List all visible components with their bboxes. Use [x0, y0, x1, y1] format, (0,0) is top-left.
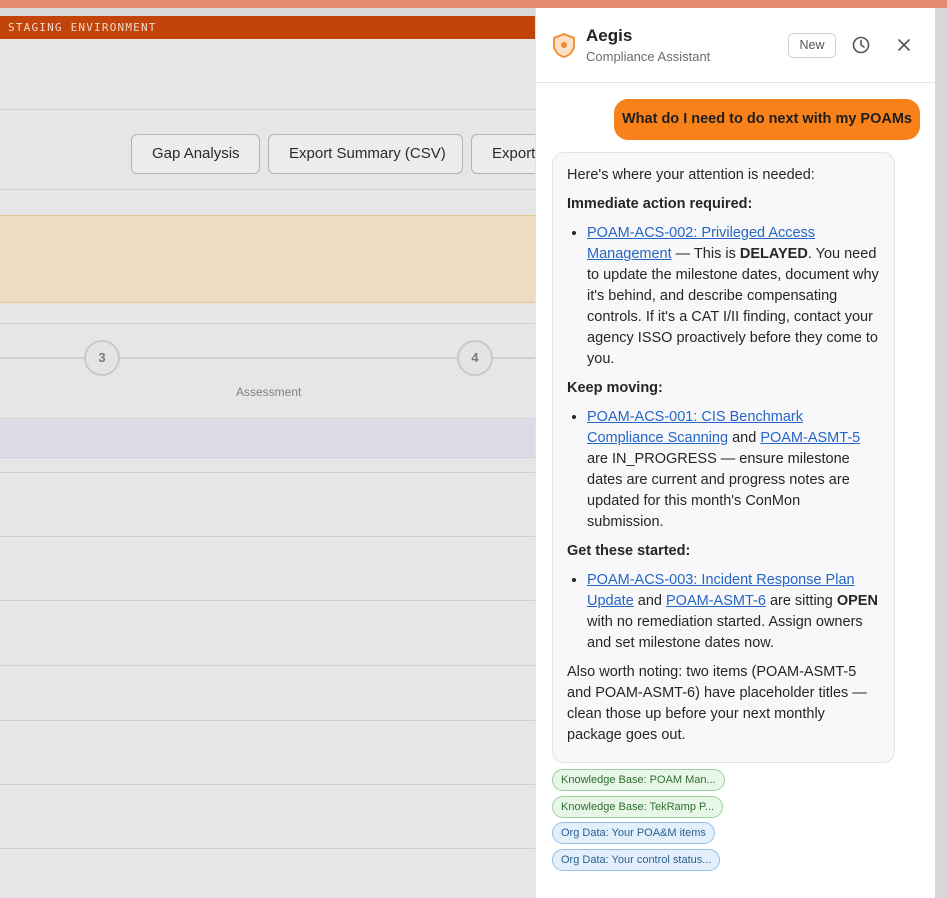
list-item: [587, 223, 880, 370]
panel-header: [536, 8, 936, 83]
list-item: [587, 570, 880, 654]
background-strip: [0, 8, 540, 16]
source-chip-org-control-status[interactable]: Org Data: Your control status...: [552, 849, 720, 871]
user-message: What do I need to do next with my POAMs: [614, 99, 920, 140]
section-title-keep-moving: Keep moving:: [567, 380, 663, 396]
table-row: [0, 720, 540, 721]
list-item: [587, 407, 880, 533]
new-chat-button[interactable]: New: [788, 33, 836, 58]
step-3-circle: 3: [84, 340, 120, 376]
poam-acs-003-link[interactable]: POAM-ACS-003: Incident Response Plan Update: [587, 572, 855, 609]
table-row: [0, 600, 540, 601]
section-title-get-started: Get these started:: [567, 543, 691, 559]
text: are sitting: [765, 593, 837, 609]
close-icon[interactable]: [896, 37, 912, 53]
step-3-label: Assessment: [236, 385, 302, 399]
response-intro: Here's where your attention is needed:: [567, 167, 815, 183]
text: — This is: [671, 246, 740, 262]
assistant-panel: [535, 8, 935, 898]
immediate-list: [567, 223, 880, 370]
top-accent-bar: [0, 0, 947, 8]
source-chip-kb-poam[interactable]: Knowledge Base: POAM Man...: [552, 769, 725, 791]
table-row: [0, 472, 540, 473]
status-delayed: DELAYED: [739, 246, 808, 262]
table-header-row: [0, 418, 540, 458]
background-divider: [0, 109, 540, 110]
section-title-immediate: Immediate action required:: [567, 196, 753, 212]
history-icon[interactable]: [852, 36, 870, 54]
background-divider: [0, 189, 540, 190]
step-4-circle: 4: [457, 340, 493, 376]
assistant-subtitle: Compliance Assistant: [586, 49, 711, 64]
export-summary-csv-button[interactable]: Export Summary (CSV): [268, 134, 463, 174]
text: and: [728, 430, 761, 446]
get-started-list: [567, 570, 880, 654]
poam-acs-001-link[interactable]: POAM-ACS-001: CIS Benchmark Compliance Scanning: [587, 409, 803, 446]
text: with no remediation started. Assign owners and set milestone dates now.: [587, 614, 863, 651]
source-chip-org-poam-items[interactable]: Org Data: Your POA&M items: [552, 822, 715, 844]
table-row: [0, 665, 540, 666]
assistant-response: [552, 152, 895, 763]
status-open: OPEN: [836, 593, 878, 609]
source-chip-kb-tekramp[interactable]: Knowledge Base: TekRamp P...: [552, 796, 723, 818]
poam-asmt-5-link[interactable]: POAM-ASMT-5: [760, 430, 861, 446]
gap-analysis-button[interactable]: Gap Analysis: [131, 134, 260, 174]
poam-acs-002-link[interactable]: POAM-ACS-002: Privileged Access Management: [587, 225, 816, 262]
keep-moving-list: [567, 407, 880, 533]
table-row: [0, 536, 540, 537]
response-closing: Also worth noting: two items (POAM-ASMT-5 and POAM-ASMT-6) have placeholder titles — clean those up before your next monthly package goes out.: [567, 664, 867, 743]
background-divider: [0, 323, 540, 324]
assistant-title: Aegis: [586, 26, 633, 45]
table-row: [0, 848, 540, 849]
export-button[interactable]: Export: [471, 134, 551, 174]
warning-banner: [0, 215, 540, 303]
table-row: [0, 784, 540, 785]
text: are IN_PROGRESS — ensure milestone dates are current and progress notes are updated for this month's ConMon submission.: [587, 451, 850, 530]
poam-asmt-6-link[interactable]: POAM-ASMT-6: [666, 593, 766, 609]
text: and: [633, 593, 667, 609]
text: . You need to update the milestone dates, document why it's behind, and describe compensating controls. If it's a CAT I/II finding, contact your agency ISSO proactively before they come to you.: [587, 246, 879, 367]
shield-icon: [553, 33, 575, 58]
staging-banner: STAGING ENVIRONMENT: [0, 16, 540, 39]
page-scrollbar[interactable]: [935, 8, 947, 898]
